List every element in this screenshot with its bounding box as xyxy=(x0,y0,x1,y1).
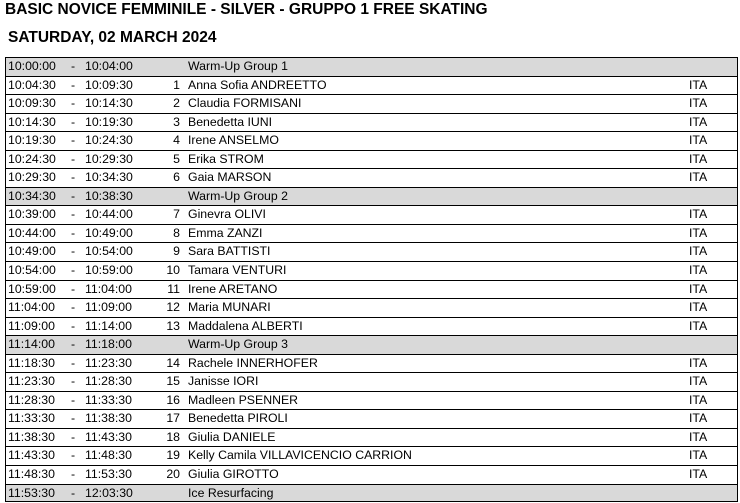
end-time: 10:04:00 xyxy=(85,59,133,73)
end-time: 10:54:00 xyxy=(85,244,133,259)
skater-name: Anna Sofia ANDREETTO xyxy=(188,77,327,92)
nation-code: ITA xyxy=(689,318,708,333)
start-time: 11:43:30 xyxy=(8,448,55,463)
start-number: 12 xyxy=(166,300,180,315)
skater-name: Tamara VENTURI xyxy=(188,263,287,278)
start-number: 4 xyxy=(173,133,180,148)
start-number: 1 xyxy=(173,77,180,92)
end-time: 10:44:00 xyxy=(85,207,133,222)
start-number: 7 xyxy=(173,207,180,222)
start-number: 10 xyxy=(166,263,180,278)
schedule-skater-row xyxy=(5,465,738,484)
nation-code: ITA xyxy=(689,133,708,148)
start-number: 6 xyxy=(173,170,180,185)
group-label: Ice Resurfacing xyxy=(188,485,274,500)
nation-code: ITA xyxy=(689,170,708,185)
end-time: 10:19:30 xyxy=(85,114,133,129)
skater-name: Benedetta IUNI xyxy=(188,114,273,129)
schedule-skater-row xyxy=(5,280,738,299)
start-time: 10:49:00 xyxy=(8,244,56,259)
end-time: 10:14:30 xyxy=(85,96,133,111)
time-separator: - xyxy=(71,355,76,370)
time-separator: - xyxy=(71,318,76,333)
event-date: SATURDAY, 02 MARCH 2024 xyxy=(8,29,217,46)
schedule-skater-row xyxy=(5,409,738,428)
start-time: 11:18:30 xyxy=(8,355,55,370)
end-time: 10:59:00 xyxy=(85,263,133,278)
start-time: 11:33:30 xyxy=(8,411,55,426)
start-number: 3 xyxy=(173,114,180,129)
schedule-skater-row xyxy=(5,205,738,224)
nation-code: ITA xyxy=(689,448,708,463)
start-number: 13 xyxy=(166,318,180,333)
skater-name: Benedetta PIROLI xyxy=(188,411,288,426)
time-separator: - xyxy=(71,263,76,278)
start-time: 11:23:30 xyxy=(8,374,55,389)
skater-name: Irene ANSELMO xyxy=(188,133,279,148)
schedule-skater-row xyxy=(5,354,738,373)
nation-code: ITA xyxy=(689,77,708,92)
schedule-skater-row xyxy=(5,76,738,95)
time-separator: - xyxy=(71,300,76,315)
start-time: 11:09:00 xyxy=(8,318,55,333)
end-time: 11:14:00 xyxy=(85,318,132,333)
skater-name: Rachele INNERHOFER xyxy=(188,355,318,370)
time-separator: - xyxy=(71,281,76,296)
end-time: 11:23:30 xyxy=(85,355,132,370)
start-number: 11 xyxy=(167,281,180,296)
page-title: BASIC NOVICE FEMMINILE - SILVER - GRUPPO 1 FREE SKATING xyxy=(5,1,488,18)
skater-name: Claudia FORMISANI xyxy=(188,96,302,111)
nation-code: ITA xyxy=(689,392,708,407)
time-separator: - xyxy=(71,392,76,407)
start-time: 10:54:00 xyxy=(8,263,56,278)
end-time: 11:43:30 xyxy=(85,429,132,444)
end-time: 11:53:30 xyxy=(85,467,132,482)
end-time: 11:18:00 xyxy=(85,337,132,352)
start-time: 11:14:00 xyxy=(8,337,55,352)
start-number: 2 xyxy=(173,96,180,111)
start-time: 11:04:00 xyxy=(8,300,55,315)
schedule-skater-row xyxy=(5,298,738,317)
time-separator: - xyxy=(71,225,76,240)
start-time: 10:39:00 xyxy=(8,207,56,222)
nation-code: ITA xyxy=(689,151,708,166)
start-time: 11:38:30 xyxy=(8,429,55,444)
time-separator: - xyxy=(71,170,76,185)
skater-name: Gaia MARSON xyxy=(188,170,272,185)
schedule-skater-row xyxy=(5,242,738,261)
time-separator: - xyxy=(71,114,76,129)
end-time: 10:38:30 xyxy=(85,188,133,203)
schedule-skater-row xyxy=(5,261,738,280)
time-separator: - xyxy=(71,151,76,166)
schedule-skater-row xyxy=(5,224,738,243)
nation-code: ITA xyxy=(689,411,708,426)
skater-name: Ginevra OLIVI xyxy=(188,207,266,222)
end-time: 10:24:30 xyxy=(85,133,133,148)
schedule-table xyxy=(5,57,738,502)
start-time: 10:14:30 xyxy=(8,114,56,129)
nation-code: ITA xyxy=(689,300,708,315)
schedule-skater-row xyxy=(5,131,738,150)
start-time: 11:53:30 xyxy=(8,485,55,500)
end-time: 11:28:30 xyxy=(85,374,132,389)
start-time: 10:00:00 xyxy=(8,59,56,73)
start-time: 10:19:30 xyxy=(8,133,56,148)
skater-name: Kelly Camila VILLAVICENCIO CARRION xyxy=(188,448,412,463)
nation-code: ITA xyxy=(689,263,708,278)
schedule-group-row xyxy=(5,187,738,206)
nation-code: ITA xyxy=(689,96,708,111)
start-number: 19 xyxy=(166,448,180,463)
schedule-skater-row xyxy=(5,94,738,113)
start-number: 16 xyxy=(166,392,180,407)
schedule-skater-row xyxy=(5,372,738,391)
start-number: 5 xyxy=(173,151,180,166)
nation-code: ITA xyxy=(689,374,708,389)
end-time: 10:09:30 xyxy=(85,77,133,92)
group-label: Warm-Up Group 3 xyxy=(188,337,288,352)
time-separator: - xyxy=(71,429,76,444)
end-time: 11:48:30 xyxy=(85,448,132,463)
skater-name: Giulia GIROTTO xyxy=(188,467,279,482)
start-number: 20 xyxy=(166,467,180,482)
start-number: 15 xyxy=(166,374,180,389)
end-time: 11:04:00 xyxy=(85,281,132,296)
skater-name: Maria MUNARI xyxy=(188,300,271,315)
skater-name: Giulia DANIELE xyxy=(188,429,276,444)
schedule-group-row xyxy=(5,57,738,76)
skater-name: Irene ARETANO xyxy=(188,281,278,296)
start-time: 11:48:30 xyxy=(8,467,55,482)
start-time: 10:29:30 xyxy=(8,170,56,185)
end-time: 11:33:30 xyxy=(85,392,132,407)
start-number: 17 xyxy=(166,411,180,426)
end-time: 11:38:30 xyxy=(85,411,132,426)
start-time: 10:44:00 xyxy=(8,225,56,240)
time-separator: - xyxy=(71,485,76,500)
start-time: 10:59:00 xyxy=(8,281,56,296)
end-time: 10:29:30 xyxy=(85,151,133,166)
start-time: 10:24:30 xyxy=(8,151,56,166)
skater-name: Sara BATTISTI xyxy=(188,244,271,259)
time-separator: - xyxy=(71,59,76,73)
start-number: 14 xyxy=(166,355,180,370)
end-time: 10:49:00 xyxy=(85,225,133,240)
start-time: 11:28:30 xyxy=(8,392,55,407)
end-time: 11:09:00 xyxy=(85,300,132,315)
time-separator: - xyxy=(71,337,76,352)
nation-code: ITA xyxy=(689,244,708,259)
time-separator: - xyxy=(71,133,76,148)
schedule-skater-row xyxy=(5,150,738,169)
start-number: 18 xyxy=(166,429,180,444)
nation-code: ITA xyxy=(689,281,708,296)
nation-code: ITA xyxy=(689,355,708,370)
time-separator: - xyxy=(71,448,76,463)
skater-name: Erika STROM xyxy=(188,151,264,166)
time-separator: - xyxy=(71,207,76,222)
schedule-skater-row xyxy=(5,446,738,465)
start-number: 9 xyxy=(173,244,180,259)
schedule-skater-row xyxy=(5,317,738,336)
group-label: Warm-Up Group 2 xyxy=(188,188,288,203)
skater-name: Maddalena ALBERTI xyxy=(188,318,303,333)
start-time: 10:34:30 xyxy=(8,188,56,203)
schedule-group-row xyxy=(5,484,738,503)
nation-code: ITA xyxy=(689,225,708,240)
nation-code: ITA xyxy=(689,207,708,222)
nation-code: ITA xyxy=(689,429,708,444)
time-separator: - xyxy=(71,467,76,482)
time-separator: - xyxy=(71,244,76,259)
nation-code: ITA xyxy=(689,114,708,129)
end-time: 12:03:30 xyxy=(85,485,133,500)
skater-name: Janisse IORI xyxy=(188,374,259,389)
schedule-group-row xyxy=(5,335,738,354)
time-separator: - xyxy=(71,374,76,389)
schedule-skater-row xyxy=(5,428,738,447)
nation-code: ITA xyxy=(689,467,708,482)
schedule-skater-row xyxy=(5,113,738,132)
schedule-skater-row xyxy=(5,168,738,187)
start-time: 10:04:30 xyxy=(8,77,56,92)
end-time: 10:34:30 xyxy=(85,170,133,185)
schedule-skater-row xyxy=(5,391,738,410)
time-separator: - xyxy=(71,77,76,92)
skater-name: Madleen PSENNER xyxy=(188,392,299,407)
time-separator: - xyxy=(71,411,76,426)
start-time: 10:09:30 xyxy=(8,96,56,111)
time-separator: - xyxy=(71,188,76,203)
time-separator: - xyxy=(71,96,76,111)
start-number: 8 xyxy=(173,225,180,240)
group-label: Warm-Up Group 1 xyxy=(188,59,288,73)
skater-name: Emma ZANZI xyxy=(188,225,263,240)
